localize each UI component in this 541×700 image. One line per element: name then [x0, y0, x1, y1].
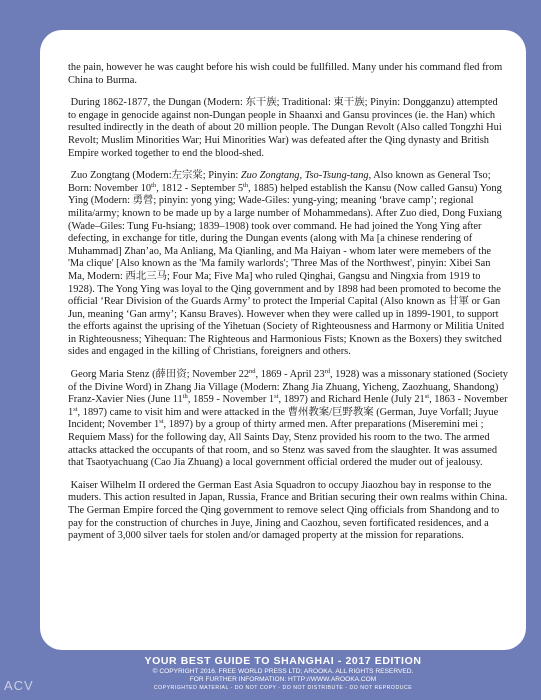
p4-sup-3: th	[182, 393, 188, 401]
p3-text-a: Zuo Zongtang (Modern:左宗棠; Pinyin:	[70, 170, 241, 182]
document-body	[68, 62, 508, 553]
p4-sup-1: nd	[249, 368, 256, 376]
p4-text-d: , 1859 - November 1	[187, 394, 275, 406]
paragraph-3	[68, 170, 508, 359]
footer-notice: COPYRIGHTED MATERIAL - DO NOT COPY - DO NOT DISTRIBUTE - DO NOT REPRODUCE	[153, 685, 413, 691]
paragraph-4	[68, 369, 508, 470]
p4-sup-5: st	[424, 393, 430, 401]
page-footer	[40, 655, 526, 692]
p3-text-d: , 1885) helped establish the Kansu (Now called Gansu) Yong Ying (Modern: 勇營; pinyin: yong ying; Wade-Giles: yung-ying; meaning ‘brave camp’; regional milita/army; known to be made up by a large number of Mohammedans). After Zuo died, Dong Fuxiang (Wade–Giles: Tung Fu-hsiang; 1839–1908) took over command. He had joined the Yong Ying after defecting, in exchange for title, during the Dungan events (along with Ma [a chinese rendering of Muhammad] Zhan’ao, Ma Anliang, Ma Qianling, and Ma Haiyan - whom later were memebers of the 'Ma clique' [Also known as the 'Ma family warlords'; 'Three Mas of the Northwest', pinyin: Xibei San Ma, Modern: 西北三马; Four Ma; Five Ma] who ruled Qinghai, Gangsu and Ningxia from 1919 to 1928). The Yong Ying was loyal to the Qing government and by 1898 had been promoted to become the official ‘Rear Division of the Guards Army’ to protect the Imperial Capital (Also known as 甘軍 or Gan Jun, meaning ‘Gan army’; Kansu Braves). However when they were called up in 1899-1901, to support the efforts against the uprising of the Yihetuan (Society of Righteousness and Harmony or Militia United in Righteousness; Yihequan: The Righteous and Harmonious Fists; Known as the Boxers) they switched sides and engaged in the killing of Christians, foreigners and others.	[68, 182, 505, 358]
p4-text-e: , 1897) and Richard Henle (July 21	[278, 394, 425, 406]
watermark-text: ACV	[4, 678, 34, 693]
paragraph-1: the pain, however he was caught before his wish could be fullfilled. Many under his command fled from China to Burma.	[68, 62, 503, 86]
paragraph-5	[68, 480, 508, 543]
footer-info: FOR FURTHER INFORMATION: HTTP://WWW.AROOKA.COM	[189, 676, 377, 683]
p3-text-b: , Also known as General Tso; Born: November 10	[68, 170, 491, 194]
p4-text-b: , 1869 - April 23	[255, 369, 325, 381]
p3-text-c: , 1812 - September 5	[156, 182, 244, 194]
p4-text-a: Georg Maria Stenz (薛田资; November 22	[70, 369, 250, 381]
p4-sup-2: rd	[324, 368, 330, 376]
p4-sup-7: st	[159, 418, 164, 426]
p4-text-f: , 1863 - November 1	[68, 394, 508, 418]
p4-text-c: , 1928) was a missonary stationed (Society of the Divine Word) in Zhang Jia Village (Modern: Zhang Jia Zhuang, Yicheng, Zaozhuang, Shandong) Franz-Xavier Nies (June 11	[68, 369, 509, 406]
p3-sup-1: th	[151, 181, 157, 189]
p3-sup-2: th	[243, 181, 249, 189]
p4-sup-4: st	[274, 393, 279, 401]
paragraph-5-text: Kaiser Wilhelm II ordered the German East Asia Squadron to occupy Jiaozhou bay in response to the muders. This action resulted in Japan, Russia, France and Britian securing their own realms within China. The German Empire forced the Qing government to remove select Qing officials from Shandong and to pay for the construction of churches in Juye, Jining and Caozhou, seven fortificated residences, and a payment of 3,000 silver taels for stolen and/or damaged property at the mission for reparations.	[68, 479, 508, 542]
paragraph-2	[68, 97, 508, 160]
document-page	[40, 30, 526, 650]
p4-text-g: , 1897) came to visit him and were attacked in the 曹州教案/巨野教案 (German, Juye Vorfall; Juyue Incident; November 1	[68, 406, 499, 431]
footer-title: YOUR BEST GUIDE TO SHANGHAI - 2017 EDITION	[144, 655, 422, 667]
p4-sup-6: st	[73, 405, 78, 413]
footer-copyright: © COPYRIGHT 2016. FREE WORLD PRESS LTD; AROOKA. ALL RIGHTS RESERVED.	[152, 668, 414, 675]
p3-italic: Zuo Zongtang, Tso-Tsung-tang	[240, 170, 369, 182]
p4-text-h: , 1897) by a group of thirty armed men. After preparations (Miseremini mei ; Requiem Mass) for the following day, All Saints Day, Stenz provided his room to the two. The armed attacks attacked the occupants of that room, and so Stenz was saved from the slaughter. It was assumed that Tsaotyachuang (Cao Jia Zhuang) a local government official ordered the muder out of jealousy.	[68, 419, 498, 469]
paragraph-2-text: During 1862-1877, the Dungan (Modern: 东干族; Traditional: 東干族; Pinyin: Dongganzu) attempted to engage in genocide against non-Dungan people in Shaanxi and Gansu provinces (ie. the Han) which resulted indirectly in the death of about 20 million people. The Dungan Revolt (Also called Tongzhi Hui Revolt; Muslim Minorities War; Hui Minorities War) was defeated after the Qing dynasty and British Empire worked together to end the blood-shed.	[68, 97, 502, 159]
